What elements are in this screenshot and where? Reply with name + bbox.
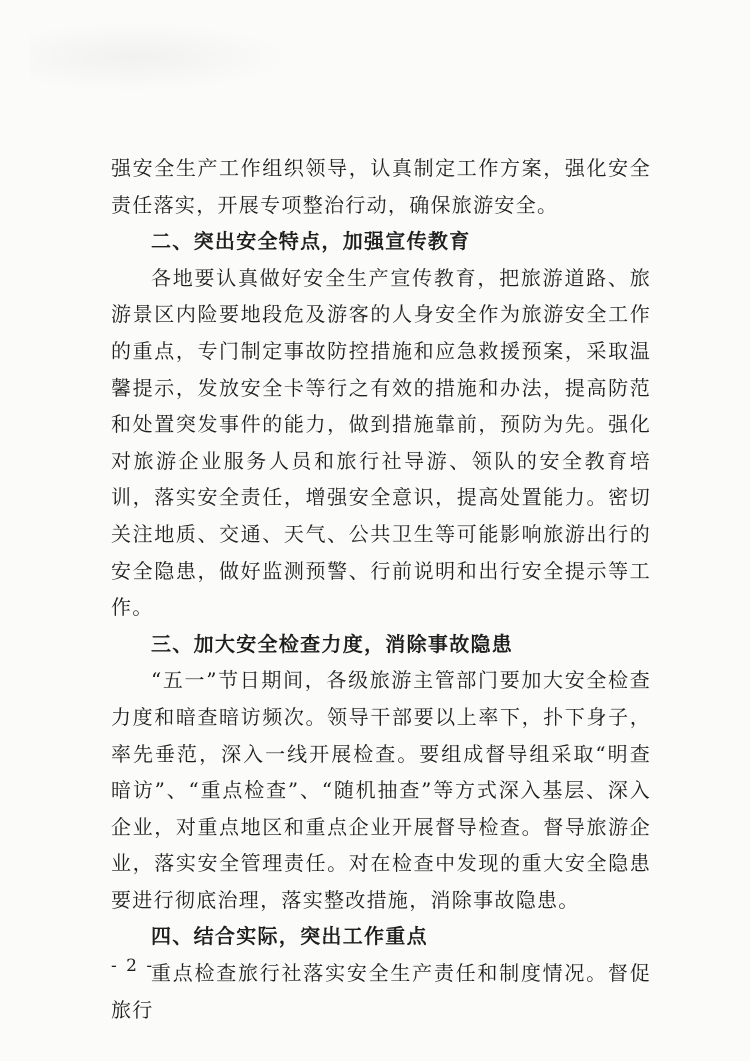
paragraph-key-focus: 重点检查旅行社落实安全生产责任和制度情况。督促旅行 <box>111 961 651 1022</box>
paragraph-safety-inspection: “五一”节日期间，各级旅游主管部门要加大安全检查力度和暗查暗访频次。领导干部要以上率下，扑下身子，率先垂范，深入一线开展检查。要组成督导组采取“明查暗访”、“重点检查”、“随机抽查”等方式深入基层、深入企业，对重点地区和重点企业开展督导检查。督导旅游企业，落实安全管理责任。对在检查中发现的重大安全隐患要进行彻底治理，落实整改措施，消除事故隐患。 <box>111 668 651 912</box>
paragraph-publicity-education: 各地要认真做好安全生产宣传教育，把旅游道路、旅游景区内险要地段危及游客的人身安全作为旅游安全工作的重点，专门制定事故防控措施和应急救援预案，采取温馨提示，发放安全卡等行之有效的措施和办法，提高防范和处置突发事件的能力，做到措施靠前，预防为先。强化对旅游企业服务人员和旅行社导游、领队的安全教育培训，落实安全责任，增强安全意识，提高处置能力。密切关注地质、交通、天气、公共卫生等可能影响旅游出行的安全隐患，做好监测预警、行前说明和出行安全提示等工作。 <box>111 265 651 620</box>
paragraph-continued: 强安全生产工作组织领导，认真制定工作方案，强化安全责任落实，开展专项整治行动，确保旅游安全。 <box>111 156 651 217</box>
section-heading-2: 二、突出安全特点，加强宣传教育 <box>151 229 471 254</box>
section-heading-4: 四、结合实际，突出工作重点 <box>151 924 428 949</box>
document-body <box>111 150 651 1028</box>
page-number: - 2 - <box>111 956 155 976</box>
section-heading-3: 三、加大安全检查力度，消除事故隐患 <box>151 631 514 656</box>
scan-smudge <box>30 22 290 92</box>
